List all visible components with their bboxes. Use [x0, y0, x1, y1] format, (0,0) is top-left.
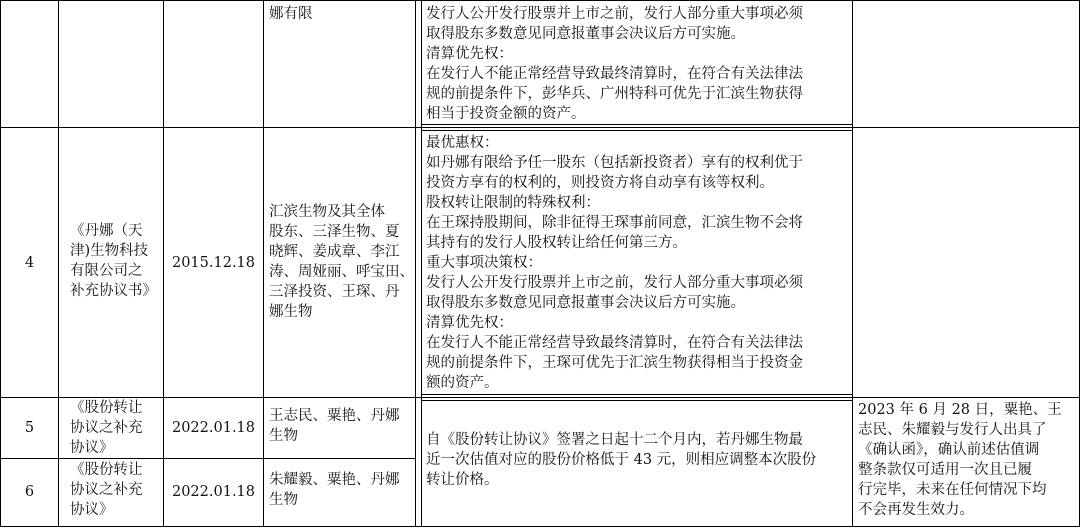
terms-line: 取得股东多数意见同意报董事会决议后方可实施。: [426, 26, 745, 42]
row-5-parties-cell: [269, 406, 411, 446]
terms-line: 在发行人不能正常经营导致最终清算时，在符合有关法律法: [426, 335, 803, 351]
terms-line: 发行人公开发行股票并上市之前，发行人部分重大事项必须: [426, 6, 803, 22]
row-6-agreement-cell: [70, 460, 156, 520]
column-divider: [852, 0, 853, 527]
terms-line: 在王琛持股期间，除非征得王琛事前同意，汇滨生物不会将: [426, 215, 803, 231]
parties-line: 晓辉、姜成章、李江: [269, 244, 400, 260]
parties-line: 汇滨生物及其全体: [269, 204, 385, 220]
row-divider: [0, 0, 1080, 1]
terms-line: 如丹娜有限给予任一股东（包括新投资者）享有的权利优于: [426, 155, 803, 171]
row-4-number: 4: [24, 255, 35, 271]
terms-line: 其持有的发行人股权转让给任何第三方。: [426, 235, 687, 251]
terms-line: 取得股东多数意见同意报董事会决议后方可实施。: [426, 295, 745, 311]
parties-line: 王志民、粟艳、丹娜: [269, 408, 400, 424]
agreement-line: 《丹娜（天: [70, 223, 143, 239]
remark-line: 不会再发生效力。: [858, 502, 974, 518]
row-4-parties-cell: [269, 202, 414, 322]
parties-line: 三泽投资、王琛、丹: [269, 284, 400, 300]
agreement-line: 《股份转让: [70, 400, 143, 416]
parties-line: 生物: [269, 492, 298, 508]
parties-line: 涛、周娅丽、呼宝田、: [269, 264, 414, 280]
row-6-parties-cell: [269, 470, 411, 510]
remark-line: 《确认函》，确认前述估值调: [858, 442, 1040, 458]
parties-line: 娜有限: [269, 6, 313, 22]
remark-line: 2023 年 6 月 28 日，粟艳、王: [858, 402, 1062, 418]
row-6-date: 2022.01.18: [171, 484, 256, 500]
terms-line: 重大事项决策权：: [426, 255, 542, 271]
column-divider: [415, 0, 416, 527]
row-divider: [0, 458, 415, 459]
row-divider: [0, 526, 1080, 527]
column-divider: [58, 0, 59, 527]
row-4-date: 2015.12.18: [171, 255, 256, 271]
parties-line: 生物: [269, 428, 298, 444]
terms-line: 清算优先权：: [426, 46, 513, 62]
terms-line: 在发行人不能正常经营导致最终清算时，在符合有关法律法: [426, 66, 803, 82]
remark-line: 志民、朱耀毅与发行人出具了: [858, 422, 1047, 438]
remark-line: 整条款仅可适用一次且已履: [858, 462, 1032, 478]
row-1-terms-cell: [426, 4, 848, 124]
column-divider: [263, 0, 264, 527]
terms-line: 投资方享有的权利的，则投资方将自动享有该等权利。: [426, 175, 774, 191]
agreement-line: 津)生物科技: [70, 243, 149, 259]
row-1-parties-cell: [269, 4, 411, 24]
terms-line: 额的资产。: [426, 375, 499, 391]
parties-line: 朱耀毅、粟艳、丹娜: [269, 472, 400, 488]
agreement-line: 协议》: [70, 502, 114, 518]
row-divider: [421, 124, 853, 125]
terms-line: 相当于投资金额的资产。: [426, 106, 586, 122]
agreement-line: 协议之补充: [70, 420, 143, 436]
agreement-line: 协议之补充: [70, 482, 143, 498]
column-divider: [421, 0, 422, 527]
parties-line: 股东、三泽生物、夏: [269, 224, 400, 240]
terms-line: 规的前提条件下，彭华兵、广州特科可优先于汇滨生物获得: [426, 86, 803, 102]
terms-line: 规的前提条件下，王琛可优先于汇滨生物获得相当于投资金: [426, 355, 803, 371]
agreement-line: 有限公司之: [70, 263, 143, 279]
agreement-line: 协议》: [70, 440, 114, 456]
row-divider: [421, 394, 853, 395]
parties-line: 娜生物: [269, 304, 313, 320]
terms-line: 近一次估值对应的股份价格低于 43 元，则相应调整本次股份: [426, 452, 817, 468]
terms-line: 最优惠权：: [426, 135, 499, 151]
terms-line: 股权转让限制的特殊权利：: [426, 195, 600, 211]
row-5-agreement-cell: [70, 398, 156, 458]
row-4-agreement-cell: [70, 221, 156, 301]
remark-line: 行完毕，未来在任何情况下均: [858, 482, 1047, 498]
row-divider: [421, 400, 853, 401]
terms-line: 自《股份转让协议》签署之日起十二个月内，若丹娜生物最: [426, 432, 803, 448]
row-6-number: 6: [24, 484, 35, 500]
row-divider: [0, 127, 1080, 128]
row-5-number: 5: [24, 420, 35, 436]
agreement-line: 补充协议书》: [70, 283, 157, 299]
row-divider: [421, 130, 853, 131]
row-divider: [0, 397, 1080, 398]
row-4-terms-cell: [426, 133, 848, 393]
terms-line: 转让价格。: [426, 472, 499, 488]
terms-line: 发行人公开发行股票并上市之前，发行人部分重大事项必须: [426, 275, 803, 291]
rows-5-6-terms-cell: [426, 430, 848, 490]
rows-5-6-remark-cell: [858, 400, 1073, 520]
agreement-line: 《股份转让: [70, 462, 143, 478]
terms-line: 清算优先权：: [426, 315, 513, 331]
row-5-date: 2022.01.18: [171, 420, 256, 436]
